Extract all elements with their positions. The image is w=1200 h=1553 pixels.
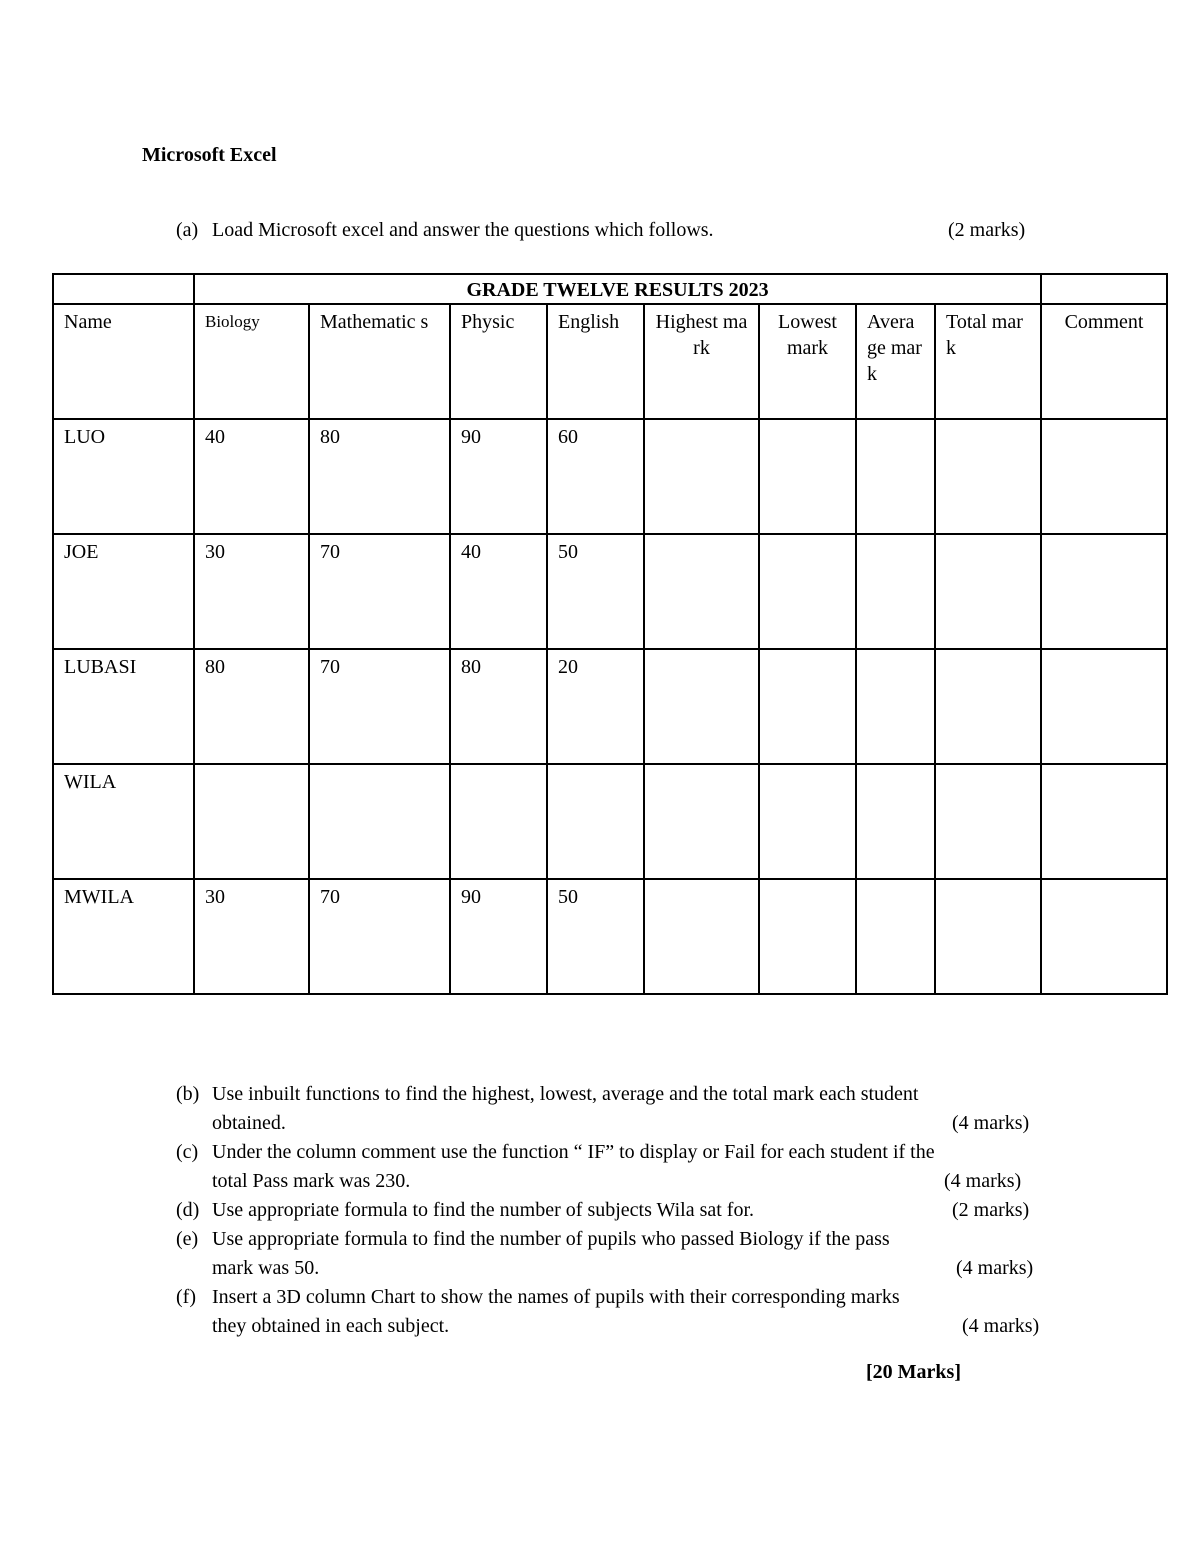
total-marks: [20 Marks]: [866, 1361, 961, 1383]
cell-highest: [644, 534, 759, 649]
header-total: Total mark: [935, 304, 1041, 419]
cell-average: [856, 649, 935, 764]
cell-mathematics: 80: [309, 419, 450, 534]
header-lowest: Lowest mark: [759, 304, 856, 419]
question-f-line2: they obtained in each subject.: [212, 1315, 450, 1337]
question-e: [176, 1227, 1076, 1279]
table-title-row: [53, 274, 1167, 304]
cell-physic: 90: [450, 419, 547, 534]
cell-name: WILA: [53, 764, 194, 879]
cell-comment: [1041, 649, 1167, 764]
cell-total: [935, 534, 1041, 649]
table-row: [53, 764, 1167, 879]
cell-english: 20: [547, 649, 644, 764]
question-f-line1: Insert a 3D column Chart to show the names of pupils with their corresponding marks: [212, 1286, 900, 1308]
cell-biology: 30: [194, 879, 309, 994]
cell-total: [935, 419, 1041, 534]
question-d-label: (d): [176, 1199, 200, 1221]
cell-biology: 40: [194, 419, 309, 534]
question-e-label: (e): [176, 1228, 199, 1250]
cell-physic: 40: [450, 534, 547, 649]
cell-mathematics: 70: [309, 879, 450, 994]
question-c-label: (c): [176, 1141, 199, 1163]
page-title: Microsoft Excel: [142, 144, 277, 166]
table-row: [53, 649, 1167, 764]
title-row-blank-cell: [53, 274, 194, 304]
cell-name: MWILA: [53, 879, 194, 994]
cell-comment: [1041, 419, 1167, 534]
table-row: [53, 879, 1167, 994]
cell-biology: 30: [194, 534, 309, 649]
cell-name: LUBASI: [53, 649, 194, 764]
results-table: [52, 273, 1168, 995]
header-average: Avera ge mark: [856, 304, 935, 419]
question-c-line1: Under the column comment use the function “ IF” to display or Fail for each student if the: [212, 1141, 935, 1163]
question-c: [176, 1140, 1076, 1192]
question-b-marks: (4 marks): [952, 1112, 1030, 1134]
question-d: [176, 1198, 1076, 1222]
header-comment: Comment: [1041, 304, 1167, 419]
question-f-label: (f): [176, 1286, 196, 1308]
cell-name: LUO: [53, 419, 194, 534]
cell-average: [856, 879, 935, 994]
title-row-blank-cell: [1041, 274, 1167, 304]
question-e-line2: mark was 50.: [212, 1257, 320, 1279]
question-d-marks: (2 marks): [952, 1199, 1030, 1221]
cell-average: [856, 534, 935, 649]
table-title: GRADE TWELVE RESULTS 2023: [194, 274, 1041, 304]
cell-lowest: [759, 649, 856, 764]
cell-total: [935, 879, 1041, 994]
table-header-row: [53, 304, 1167, 419]
cell-comment: [1041, 764, 1167, 879]
header-highest: Highest mark: [644, 304, 759, 419]
cell-lowest: [759, 879, 856, 994]
cell-biology: 80: [194, 649, 309, 764]
cell-name: JOE: [53, 534, 194, 649]
question-b-line2: obtained.: [212, 1112, 286, 1134]
cell-mathematics: 70: [309, 649, 450, 764]
cell-average: [856, 419, 935, 534]
header-physic: Physic: [450, 304, 547, 419]
cell-lowest: [759, 419, 856, 534]
cell-highest: [644, 764, 759, 879]
cell-english: 50: [547, 534, 644, 649]
cell-highest: [644, 419, 759, 534]
cell-comment: [1041, 534, 1167, 649]
question-b: [176, 1082, 1076, 1134]
question-b-line1: Use inbuilt functions to find the highest, lowest, average and the total mark each student: [212, 1083, 919, 1105]
cell-highest: [644, 879, 759, 994]
table-row: [53, 534, 1167, 649]
table-row: [53, 419, 1167, 534]
cell-english: 50: [547, 879, 644, 994]
question-f-marks: (4 marks): [962, 1315, 1040, 1337]
question-a-text: Load Microsoft excel and answer the questions which follows.: [212, 219, 714, 241]
question-b-label: (b): [176, 1083, 200, 1105]
question-c-marks: (4 marks): [944, 1170, 1022, 1192]
cell-highest: [644, 649, 759, 764]
cell-mathematics: 70: [309, 534, 450, 649]
header-mathematics: Mathematic s: [309, 304, 450, 419]
header-biology: Biology: [194, 304, 309, 419]
cell-lowest: [759, 534, 856, 649]
cell-english: [547, 764, 644, 879]
cell-total: [935, 764, 1041, 879]
question-d-line1: Use appropriate formula to find the number of subjects Wila sat for.: [212, 1199, 755, 1221]
cell-english: 60: [547, 419, 644, 534]
cell-physic: 90: [450, 879, 547, 994]
cell-physic: 80: [450, 649, 547, 764]
header-english: English: [547, 304, 644, 419]
header-name: Name: [53, 304, 194, 419]
question-e-marks: (4 marks): [956, 1257, 1034, 1279]
question-a-label: (a): [176, 219, 199, 241]
cell-lowest: [759, 764, 856, 879]
cell-physic: [450, 764, 547, 879]
cell-total: [935, 649, 1041, 764]
question-a-marks: (2 marks): [948, 219, 1026, 241]
cell-mathematics: [309, 764, 450, 879]
cell-comment: [1041, 879, 1167, 994]
question-c-line2: total Pass mark was 230.: [212, 1170, 411, 1192]
cell-average: [856, 764, 935, 879]
question-e-line1: Use appropriate formula to find the number of pupils who passed Biology if the pass: [212, 1228, 890, 1250]
cell-biology: [194, 764, 309, 879]
question-f: [176, 1285, 1076, 1337]
